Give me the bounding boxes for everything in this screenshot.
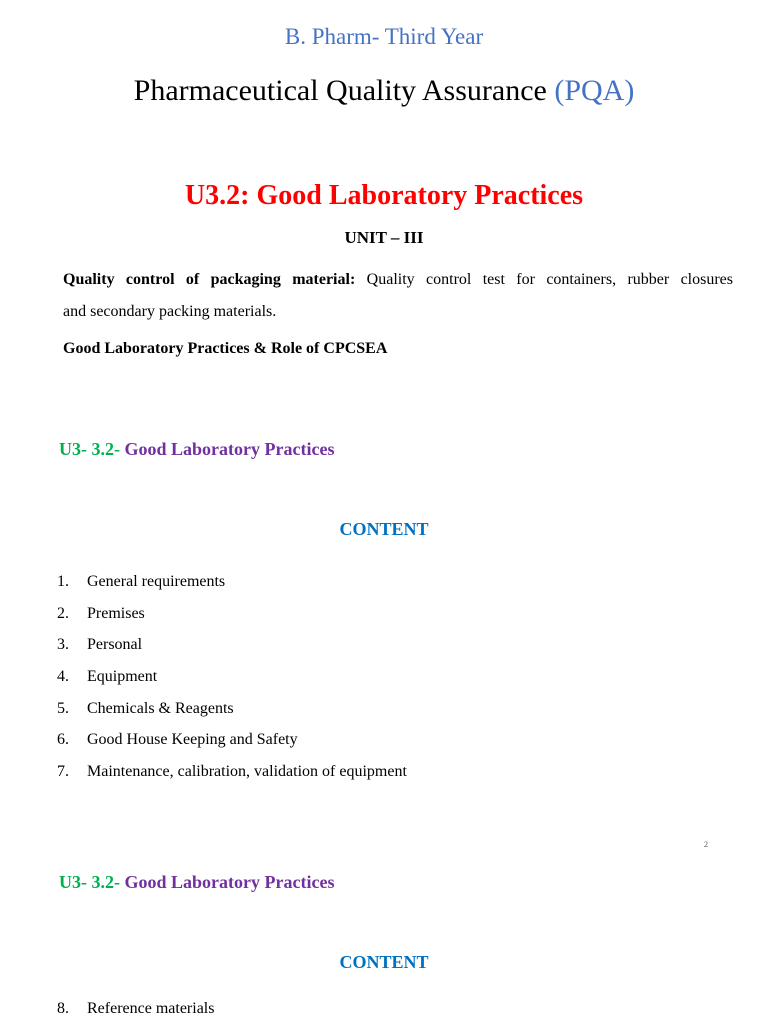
unit-title: U3.2: Good Laboratory Practices — [184, 180, 584, 211]
list-item-number: 6. — [57, 731, 69, 749]
list-item-text: Good House Keeping and Safety — [87, 731, 298, 749]
list-item-number: 2. — [57, 604, 69, 622]
list-item-number: 3. — [57, 636, 69, 654]
list-item-number: 1. — [57, 573, 69, 590]
list-item-text: Maintenance, calibration, validation of equipment — [87, 763, 407, 781]
syllabus-line-1 — [63, 264, 733, 296]
syllabus-line-2: and secondary packing materials. — [63, 303, 277, 320]
course-title: B. Pharm- Third Year — [284, 24, 484, 49]
content-heading: CONTENT — [339, 952, 429, 972]
section-code: U3- 3.2- — [59, 872, 120, 892]
list-item — [57, 762, 407, 794]
glp-role-heading: Good Laboratory Practices & Role of CPCSEA — [63, 340, 388, 357]
list-item — [57, 699, 407, 731]
section-name: Good Laboratory Practices — [124, 872, 335, 892]
subject-title — [0, 74, 768, 108]
list-item-number: 5. — [57, 699, 69, 717]
list-item — [57, 667, 407, 699]
content-heading: CONTENT — [339, 519, 429, 539]
list-item-text: Reference materials — [87, 1000, 215, 1017]
syllabus-text-1: Quality control test for containers, rubber closures — [366, 271, 734, 288]
unit-label: UNIT – III — [344, 228, 424, 247]
list-item-text: Personal — [87, 636, 143, 654]
list-item — [57, 730, 407, 762]
list-item — [57, 999, 214, 1031]
list-item-number: 7. — [57, 763, 69, 781]
syllabus-paragraph — [63, 264, 733, 328]
subject-abbreviation: (PQA) — [554, 74, 635, 107]
list-item-number: 4. — [57, 668, 69, 686]
list-item-text: Equipment — [87, 668, 158, 686]
list-item-text: General requirements — [87, 573, 226, 590]
syllabus-bold-lead: Quality control of packaging material: — [63, 271, 356, 288]
content-list — [57, 572, 407, 794]
section-name: Good Laboratory Practices — [124, 439, 335, 459]
list-item — [57, 635, 407, 667]
list-item-text: Premises — [87, 604, 145, 622]
content-list — [57, 999, 214, 1031]
section-code: U3- 3.2- — [59, 439, 120, 459]
list-item — [57, 572, 407, 604]
list-item-text: Chemicals & Reagents — [87, 699, 234, 717]
section-heading — [59, 439, 334, 460]
page-number: 2 — [704, 840, 708, 849]
list-item-number: 8. — [57, 1000, 69, 1017]
list-item — [57, 604, 407, 636]
subject-name: Pharmaceutical Quality Assurance — [133, 74, 547, 107]
section-heading — [59, 872, 334, 893]
